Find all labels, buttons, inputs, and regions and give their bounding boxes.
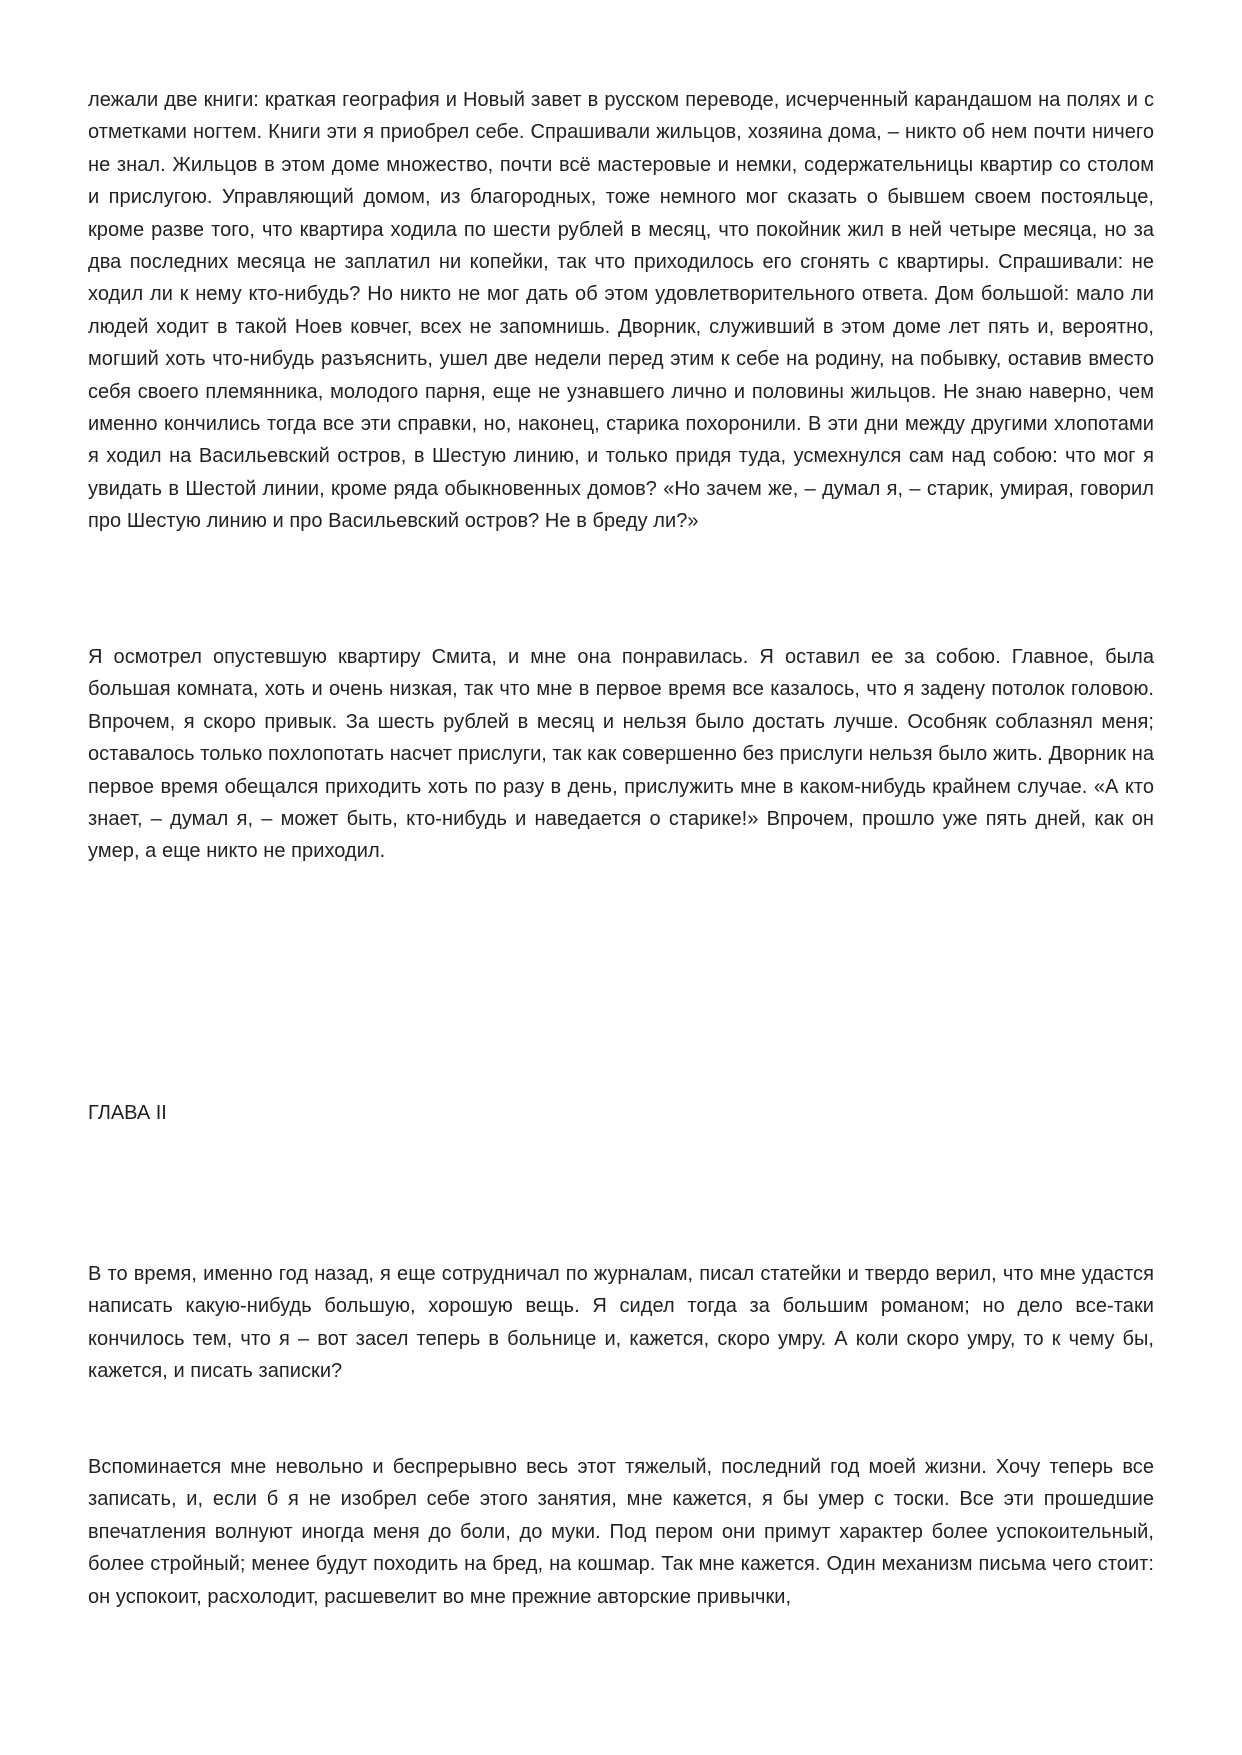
paragraph-smith-apartment-inquiry: лежали две книги: краткая география и Новый завет в русском переводе, исчерченный карандашом на полях и с отметками ногтем. Книги эти я приобрел себе. Спрашивали жильцов, хозяина дома, – никто об нем почти ничего не знал. Жильцов в этом доме множество, почти всё мастеровые и немки, содержательницы квартир со столом и прислугою. Управляющий домом, из благородных, тоже немного мог сказать о бывшем своем постояльце, кроме разве того, что квартира ходила по шести рублей в месяц, что покойник жил в ней четыре месяца, но за два последних месяца не заплатил ни копейки, так что приходилось его сгонять с квартиры. Спрашивали: не ходил ли к нему кто-нибудь? Но никто не мог дать об этом удовлетворительного ответа. Дом большой: мало ли людей ходит в такой Ноев ковчег, всех не запомнишь. Дворник, служивший в этом доме лет пять и, вероятно, могший хоть что-нибудь разъяснить, ушел две недели перед этим к себе на родину, на побывку, оставив вместо себя своего племянника, молодого парня, еще не узнавшего лично и половины жильцов. Не знаю наверно, чем именно кончились тогда все эти справки, но, наконец, старика похоронили. В эти дни между другими хлопотами я ходил на Васильевский остров, в Шестую линию, и только придя туда, усмехнулся сам над собою: что мог я увидать в Шестой линии, кроме ряда обыкновенных домов? «Но зачем же, – думал я, – старик, умирая, говорил про Шестую линию и про Васильевский остров? Не в бреду ли?» [88,89,1154,533]
paragraph-rented-apartment: Я осмотрел опустевшую квартиру Смита, и мне она понравилась. Я оставил ее за собою. Главное, была большая комната, хоть и очень низкая, так что мне в первое время все казалось, что я задену потолок головою. Впрочем, я скоро привык. За шесть рублей в месяц и нельзя было достать лучше. Особняк соблазнял меня; оставалось только похлопотать насчет прислуги, так как совершенно без прислуги нельзя было жить. Дворник на первое время обещался приходить хоть по разу в день, прислужить мне в каком-нибудь крайнем случае. «А кто знает, – думал я, – может быть, кто-нибудь и наведается о старике!» Впрочем, прошло уже пять дней, как он умер, а еще никто не приходил. [88,646,1154,863]
chapter-heading: ГЛАВА II [88,1102,167,1124]
paragraph-memories: Вспоминается мне невольно и беспрерывно весь этот тяжелый, последний год моей жизни. Хочу теперь все записать, и, если б я не изобрел себе этого занятия, мне кажется, я бы умер с тоски. Все эти прошедшие впечатления волнуют иногда меня до боли, до муки. Под пером они примут характер более успокоительный, более стройный; менее будут походить на бред, на кошмар. Так мне кажется. Один механизм письма чего стоит: он успокоит, расхолодит, расшевелит во мне прежние авторские привычки, [88,1456,1154,1608]
paragraph-year-ago: В то время, именно год назад, я еще сотрудничал по журналам, писал статейки и твердо верил, что мне удастся написать какую-нибудь большую, хорошую вещь. Я сидел тогда за большим романом; но дело все-таки кончилось тем, что я – вот засел теперь в больнице и, кажется, скоро умру. А коли скоро умру, то к чему бы, кажется, и писать записки? [88,1263,1154,1383]
